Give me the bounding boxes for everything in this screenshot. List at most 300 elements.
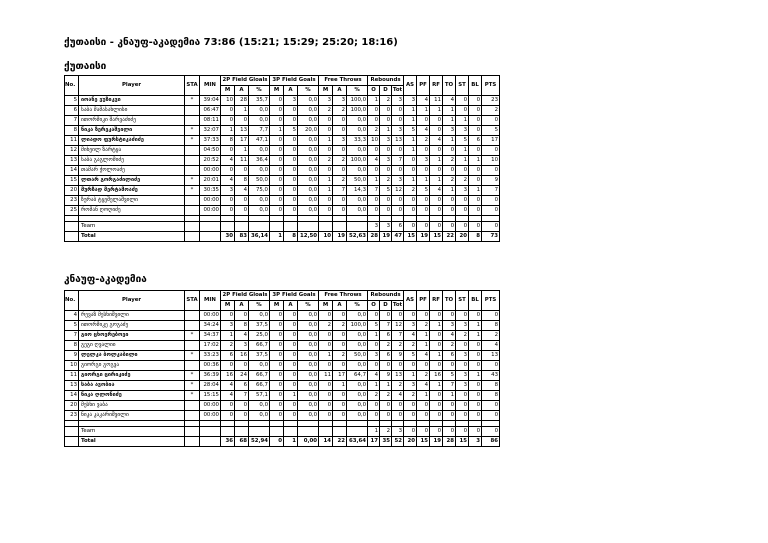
stat-bl: 0 (469, 106, 482, 116)
stat-min: 20:01 (200, 176, 221, 186)
stat-p2: 75,0 (249, 186, 270, 196)
stat-st: 0 (456, 411, 469, 421)
stat-bl: 0 (469, 361, 482, 371)
stat-m3: 0 (270, 96, 284, 106)
stat-mft: 2 (319, 156, 333, 166)
stat-pts: 0 (482, 196, 500, 206)
stat-pts: 0 (482, 116, 500, 126)
stat-o: 0 (368, 361, 380, 371)
col-subheader-attempted: A (235, 301, 249, 311)
stat-d: 1 (380, 126, 392, 136)
stat-a2: 11 (235, 156, 249, 166)
empty-cell (319, 222, 333, 232)
stat-rf: 0 (430, 311, 443, 321)
stat-as: 0 (404, 401, 417, 411)
player-row (65, 371, 500, 381)
col-subheader-defensive: D (380, 301, 392, 311)
stat-min: 36:39 (200, 371, 221, 381)
stat-as: 0 (404, 206, 417, 216)
stat-min: 15:15 (200, 391, 221, 401)
stat-pts: 10 (482, 156, 500, 166)
stat-pf: 0 (417, 361, 430, 371)
stat-m3: 0 (270, 341, 284, 351)
stat-pf: 1 (417, 106, 430, 116)
team-stat-pf: 0 (417, 222, 430, 232)
stat-bl: 0 (469, 196, 482, 206)
stat-a2: 0 (235, 401, 249, 411)
stat-p2: 66,7 (249, 381, 270, 391)
stat-m2: 0 (221, 116, 235, 126)
stat-tot: 2 (392, 381, 404, 391)
col-subheader-percent: % (249, 86, 270, 96)
stat-m3: 0 (270, 156, 284, 166)
stat-mft: 11 (319, 371, 333, 381)
player-number: 20 (65, 401, 79, 411)
player-name: მიხეილ ზარტყა (79, 146, 185, 156)
stat-aft: 3 (333, 96, 347, 106)
starter-mark (185, 166, 200, 176)
stat-a2: 0 (235, 206, 249, 216)
col-header-no: No. (65, 291, 79, 311)
stat-m3: 0 (270, 176, 284, 186)
stat-aft: 0 (333, 116, 347, 126)
stat-tot: 9 (392, 351, 404, 361)
player-row (65, 411, 500, 421)
stat-bl: 0 (469, 341, 482, 351)
stat-p3: 0,0 (298, 116, 319, 126)
stat-a2: 4 (235, 331, 249, 341)
stat-tot: 0 (392, 166, 404, 176)
stat-pts: 0 (482, 361, 500, 371)
empty-cell (65, 222, 79, 232)
boxscore-table-home (64, 75, 500, 242)
stat-to: 1 (443, 186, 456, 196)
total-stat-st: 20 (456, 232, 469, 242)
stat-bl: 1 (469, 186, 482, 196)
stat-pts: 5 (482, 126, 500, 136)
stat-rf: 0 (430, 411, 443, 421)
col-header-pf: PF (417, 76, 430, 96)
team-stat-rf: 0 (430, 427, 443, 437)
player-name: საბა მამასახლისი (79, 106, 185, 116)
stat-to: 0 (443, 146, 456, 156)
stat-pf: 4 (417, 96, 430, 106)
stat-st: 1 (456, 146, 469, 156)
stat-o: 0 (368, 106, 380, 116)
stat-p2: 37,5 (249, 351, 270, 361)
stat-d: 0 (380, 361, 392, 371)
player-row (65, 96, 500, 106)
stat-st: 0 (456, 166, 469, 176)
stat-rf: 1 (430, 381, 443, 391)
col-header-as: AS (404, 291, 417, 311)
player-row (65, 166, 500, 176)
empty-cell (270, 427, 284, 437)
stat-as: 0 (404, 156, 417, 166)
stat-min: 00:00 (200, 166, 221, 176)
stat-m2: 16 (221, 371, 235, 381)
stat-d: 0 (380, 401, 392, 411)
stat-to: 1 (443, 136, 456, 146)
stat-p3: 0,0 (298, 176, 319, 186)
stat-m2: 0 (221, 106, 235, 116)
stat-p2: 0,0 (249, 196, 270, 206)
stat-d: 9 (380, 371, 392, 381)
stat-m2: 1 (221, 126, 235, 136)
stat-mft: 0 (319, 391, 333, 401)
team-stat-tot: 6 (392, 222, 404, 232)
stat-mft: 1 (319, 186, 333, 196)
col-subheader-made: M (270, 86, 284, 96)
stat-st: 1 (456, 156, 469, 166)
stat-m2: 0 (221, 206, 235, 216)
team-name-home: ქუთაისი (64, 61, 107, 72)
stat-to: 0 (443, 311, 456, 321)
stat-a3: 0 (284, 401, 298, 411)
stat-pts: 0 (482, 411, 500, 421)
total-stat-pf: 19 (417, 232, 430, 242)
player-row (65, 136, 500, 146)
stat-d: 7 (380, 321, 392, 331)
stat-m3: 0 (270, 206, 284, 216)
stat-bl: 1 (469, 331, 482, 341)
header-row (65, 291, 500, 301)
col-header-pf: PF (417, 291, 430, 311)
team-stat-rf: 0 (430, 222, 443, 232)
stat-st: 0 (456, 196, 469, 206)
empty-cell (284, 222, 298, 232)
stat-a3: 3 (284, 96, 298, 106)
col-header-rf: RF (430, 291, 443, 311)
stat-p3: 0,0 (298, 381, 319, 391)
total-stat-pts: 86 (482, 437, 500, 447)
stat-p3: 0,0 (298, 186, 319, 196)
col-subheader-percent: % (347, 86, 368, 96)
stat-p2: 66,7 (249, 341, 270, 351)
player-number: 6 (65, 106, 79, 116)
empty-cell (319, 427, 333, 437)
col-header-player: Player (79, 291, 185, 311)
stat-st: 2 (456, 176, 469, 186)
stat-rf: 1 (430, 321, 443, 331)
stat-d: 2 (380, 341, 392, 351)
stat-aft: 0 (333, 361, 347, 371)
stat-pft: 0,0 (347, 361, 368, 371)
stat-d: 0 (380, 311, 392, 321)
stat-a2: 0 (235, 196, 249, 206)
stat-pft: 14,3 (347, 186, 368, 196)
total-stat-aft: 19 (333, 232, 347, 242)
player-number: 5 (65, 321, 79, 331)
stat-d: 5 (380, 186, 392, 196)
stat-a3: 0 (284, 331, 298, 341)
stat-rf: 1 (430, 106, 443, 116)
stat-pts: 0 (482, 311, 500, 321)
stat-pft: 0,0 (347, 206, 368, 216)
stat-aft: 0 (333, 411, 347, 421)
stat-a3: 0 (284, 321, 298, 331)
stat-mft: 0 (319, 331, 333, 341)
stat-min: 39:04 (200, 96, 221, 106)
stat-bl: 0 (469, 176, 482, 186)
stat-p3: 0,0 (298, 411, 319, 421)
stat-pft: 100,0 (347, 96, 368, 106)
stat-m3: 0 (270, 381, 284, 391)
stat-rf: 0 (430, 361, 443, 371)
player-number: 15 (65, 176, 79, 186)
stat-pf: 1 (417, 331, 430, 341)
stat-mft: 3 (319, 96, 333, 106)
stat-as: 1 (404, 136, 417, 146)
player-number: 23 (65, 196, 79, 206)
stat-pts: 0 (482, 206, 500, 216)
stat-pf: 2 (417, 136, 430, 146)
col-subheader-total: Tot (392, 301, 404, 311)
col-header-st: ST (456, 291, 469, 311)
player-number: 10 (65, 361, 79, 371)
stat-o: 3 (368, 351, 380, 361)
starter-mark: * (185, 176, 200, 186)
stat-a3: 0 (284, 186, 298, 196)
stat-as: 5 (404, 351, 417, 361)
stat-a3: 0 (284, 411, 298, 421)
stat-pft: 0,0 (347, 116, 368, 126)
starter-mark (185, 106, 200, 116)
stat-mft: 0 (319, 311, 333, 321)
stat-p3: 0,0 (298, 351, 319, 361)
team-stat-o: 3 (368, 222, 380, 232)
empty-cell (235, 222, 249, 232)
col-header-as: AS (404, 76, 417, 96)
stat-m2: 0 (221, 196, 235, 206)
player-number: 11 (65, 371, 79, 381)
player-number: 25 (65, 206, 79, 216)
player-number: 13 (65, 381, 79, 391)
empty-cell (200, 222, 221, 232)
col-subheader-attempted: A (333, 86, 347, 96)
stat-aft: 2 (333, 176, 347, 186)
stat-pf: 0 (417, 196, 430, 206)
stat-pts: 9 (482, 176, 500, 186)
stat-o: 2 (368, 126, 380, 136)
stat-tot: 7 (392, 156, 404, 166)
col-header-player: Player (79, 76, 185, 96)
col-header-bl: BL (469, 291, 482, 311)
stat-a3: 0 (284, 156, 298, 166)
stat-m3: 0 (270, 391, 284, 401)
stat-mft: 0 (319, 126, 333, 136)
stat-p3: 0,0 (298, 371, 319, 381)
col-subheader-made: M (221, 86, 235, 96)
starter-mark (185, 411, 200, 421)
stat-bl: 0 (469, 311, 482, 321)
total-stat-to: 28 (443, 437, 456, 447)
stat-p2: 0,0 (249, 166, 270, 176)
stat-rf: 0 (430, 196, 443, 206)
stat-bl: 0 (469, 96, 482, 106)
stat-pft: 50,0 (347, 176, 368, 186)
stat-a3: 0 (284, 311, 298, 321)
stat-min: 34:37 (200, 331, 221, 341)
total-stat-m3: 1 (270, 232, 284, 242)
stat-tot: 0 (392, 361, 404, 371)
stat-pft: 0,0 (347, 166, 368, 176)
stat-a2: 3 (235, 341, 249, 351)
col-subheader-attempted: A (235, 86, 249, 96)
stat-a2: 1 (235, 106, 249, 116)
col-header-3p-field-goals: 3P Field Goals (270, 291, 319, 301)
empty-cell (298, 427, 319, 437)
stat-pts: 2 (482, 331, 500, 341)
total-stat-o: 28 (368, 232, 380, 242)
stat-pft: 0,0 (347, 401, 368, 411)
stat-as: 5 (404, 126, 417, 136)
stat-d: 0 (380, 106, 392, 116)
stat-o: 0 (368, 206, 380, 216)
stat-pft: 100,0 (347, 321, 368, 331)
col-subheader-percent: % (298, 86, 319, 96)
stat-as: 3 (404, 321, 417, 331)
col-subheader-percent: % (347, 301, 368, 311)
stat-bl: 0 (469, 166, 482, 176)
stat-tot: 13 (392, 371, 404, 381)
starter-mark (185, 196, 200, 206)
stat-aft: 0 (333, 166, 347, 176)
col-subheader-made: M (319, 86, 333, 96)
stat-pf: 5 (417, 186, 430, 196)
stat-as: 2 (404, 186, 417, 196)
stat-as: 1 (404, 371, 417, 381)
stat-tot: 0 (392, 311, 404, 321)
stat-m3: 0 (270, 351, 284, 361)
stat-rf: 0 (430, 146, 443, 156)
stat-pft: 0,0 (347, 196, 368, 206)
col-subheader-made: M (221, 301, 235, 311)
total-stat-d: 35 (380, 437, 392, 447)
stat-mft: 0 (319, 206, 333, 216)
stat-pf: 0 (417, 166, 430, 176)
stat-tot: 0 (392, 411, 404, 421)
stat-to: 0 (443, 196, 456, 206)
starter-mark (185, 401, 200, 411)
stat-to: 4 (443, 96, 456, 106)
empty-cell (333, 427, 347, 437)
player-number: 8 (65, 126, 79, 136)
total-stat-mft: 10 (319, 232, 333, 242)
stat-as: 3 (404, 96, 417, 106)
stat-pts: 0 (482, 401, 500, 411)
stat-rf: 0 (430, 391, 443, 401)
stat-min: 17:02 (200, 341, 221, 351)
stat-p3: 0,0 (298, 206, 319, 216)
starter-mark (185, 321, 200, 331)
stat-st: 3 (456, 371, 469, 381)
stat-a3: 0 (284, 106, 298, 116)
stat-as: 0 (404, 411, 417, 421)
team-row (65, 222, 500, 232)
col-subheader-attempted: A (333, 301, 347, 311)
total-stat-bl: 3 (469, 437, 482, 447)
stat-a2: 0 (235, 166, 249, 176)
stat-o: 4 (368, 371, 380, 381)
player-name: თამარ ჭოლოაძე (79, 166, 185, 176)
col-header-2p-field-goals: 2P Field Gloals (221, 291, 270, 301)
stat-rf: 4 (430, 136, 443, 146)
stat-mft: 0 (319, 116, 333, 126)
stat-to: 0 (443, 206, 456, 216)
stat-a3: 1 (284, 391, 298, 401)
stat-pf: 0 (417, 146, 430, 156)
stat-o: 0 (368, 411, 380, 421)
empty-cell (347, 222, 368, 232)
stat-p3: 0,0 (298, 321, 319, 331)
stat-tot: 4 (392, 391, 404, 401)
stat-to: 2 (443, 176, 456, 186)
col-subheader-offensive: O (368, 301, 380, 311)
starter-mark: * (185, 96, 200, 106)
stat-aft: 0 (333, 391, 347, 401)
empty-cell (333, 222, 347, 232)
team-stat-as: 0 (404, 427, 417, 437)
stat-as: 1 (404, 116, 417, 126)
stat-aft: 17 (333, 371, 347, 381)
player-row (65, 341, 500, 351)
stat-pf: 3 (417, 156, 430, 166)
total-stat-o: 17 (368, 437, 380, 447)
player-row (65, 401, 500, 411)
stat-d: 0 (380, 166, 392, 176)
col-subheader-total: Tot (392, 86, 404, 96)
stat-as: 1 (404, 176, 417, 186)
col-header-free-throws: Free Throws (319, 291, 368, 301)
player-name: გიორგი ცირიკიძე (79, 371, 185, 381)
stat-a3: 0 (284, 196, 298, 206)
team-stat-d: 2 (380, 427, 392, 437)
total-stat-m2: 30 (221, 232, 235, 242)
stat-d: 0 (380, 206, 392, 216)
stat-rf: 0 (430, 331, 443, 341)
col-header-st: ST (456, 76, 469, 96)
stat-m3: 0 (270, 166, 284, 176)
stat-m2: 4 (221, 176, 235, 186)
stat-a2: 7 (235, 391, 249, 401)
player-name: ითორმიკე გოგაძე (79, 321, 185, 331)
stat-min: 00:00 (200, 311, 221, 321)
player-number: 5 (65, 96, 79, 106)
stat-m3: 0 (270, 116, 284, 126)
starter-mark: * (185, 381, 200, 391)
stat-pft: 64,7 (347, 371, 368, 381)
col-header-rebounds: Rebounds (368, 291, 404, 301)
stat-pts: 23 (482, 96, 500, 106)
stat-p2: 0,0 (249, 361, 270, 371)
col-header-sta: STA (185, 76, 200, 96)
stat-a2: 17 (235, 136, 249, 146)
stat-tot: 12 (392, 186, 404, 196)
player-number: 4 (65, 311, 79, 321)
stat-aft: 2 (333, 351, 347, 361)
total-stat-tot: 47 (392, 232, 404, 242)
player-row (65, 381, 500, 391)
stat-p3: 0,0 (298, 146, 319, 156)
stat-o: 10 (368, 136, 380, 146)
stat-aft: 2 (333, 156, 347, 166)
starter-mark: * (185, 126, 200, 136)
stat-mft: 1 (319, 351, 333, 361)
stat-to: 2 (443, 341, 456, 351)
total-stat-st: 15 (456, 437, 469, 447)
stat-a2: 0 (235, 311, 249, 321)
